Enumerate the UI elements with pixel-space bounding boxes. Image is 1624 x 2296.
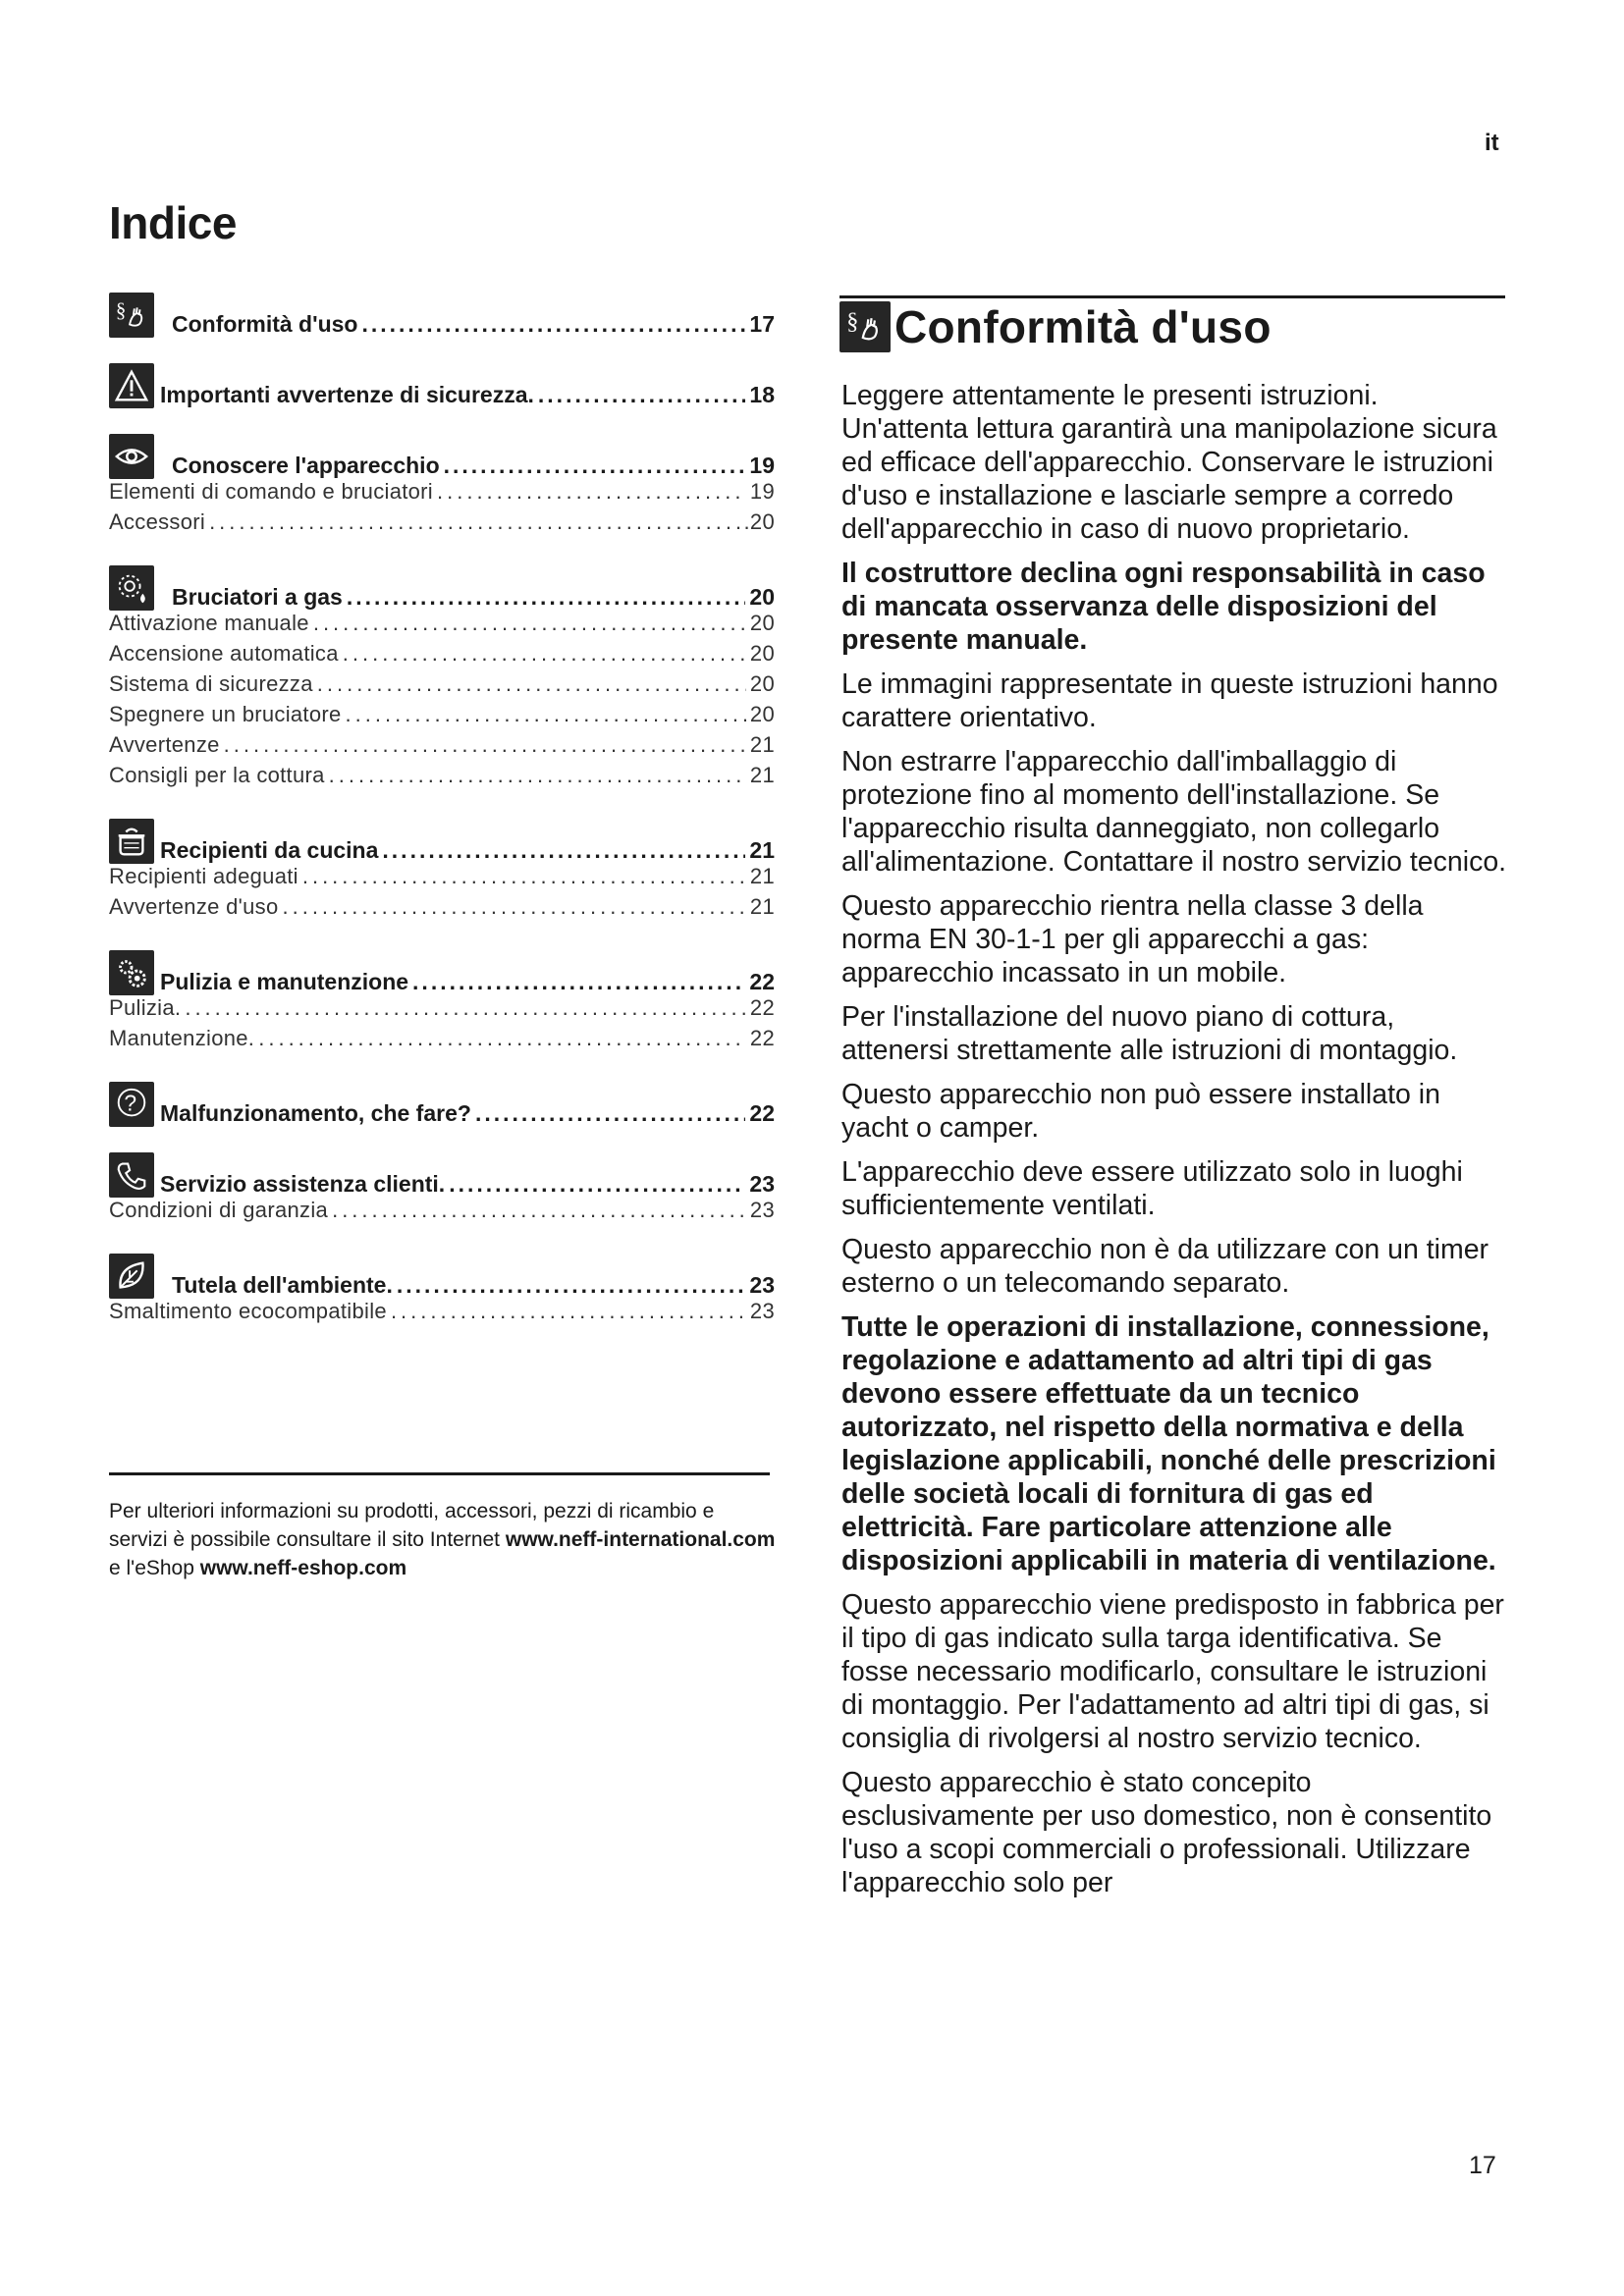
- body-paragraph: Le immagini rappresentate in queste istruzioni hanno carattere orientativo.: [841, 668, 1498, 733]
- toc-page-number: 21: [749, 837, 775, 863]
- dot-leader: [185, 995, 746, 1021]
- toc-subentry[interactable]: [109, 1299, 775, 1329]
- section-title: Conformità d'uso: [894, 301, 1272, 352]
- toc-section: [109, 948, 775, 1056]
- toc-subentry[interactable]: [109, 509, 775, 540]
- toc-heading[interactable]: [109, 817, 775, 864]
- toc-page-number: 22: [749, 969, 775, 994]
- toc-subentry-label: Accessori: [109, 509, 206, 534]
- dot-leader: [329, 763, 746, 788]
- toc-subentry-label: Pulizia.: [109, 995, 182, 1020]
- dot-leader: [475, 1100, 745, 1127]
- toc-subentry[interactable]: [109, 479, 775, 509]
- toc-subentry-label: Spegnere un bruciatore: [109, 702, 342, 726]
- body-paragraph: Leggere attentamente le presenti istruzioni. Un'attenta lettura garantirà una manipolazione sicura ed efficace dell'apparecchio. Conservare le istruzioni d'uso e installazione e lasciarle sempre a corredo dell'apparecchio in caso di nuovo proprietario.: [841, 380, 1497, 545]
- dot-leader: [437, 479, 746, 505]
- toc-heading[interactable]: [109, 1252, 775, 1299]
- toc-page-number: 21: [749, 894, 775, 919]
- toc-subentry-label: Recipienti adeguati: [109, 864, 298, 888]
- toc-subentry-label: Avvertenze: [109, 732, 220, 757]
- toc-heading[interactable]: [109, 291, 775, 338]
- body-paragraph: Per l'installazione del nuovo piano di cottura, attenersi strettamente alle istruzioni di montaggio.: [841, 1001, 1458, 1066]
- toc-heading-title: Recipienti da cucina: [160, 837, 379, 863]
- footnote-text: Per ulteriori informazioni su prodotti, accessori, pezzi di ricambio e servizi è possibile consultare il sito Internet: [109, 1500, 715, 1551]
- toc-page-number: 20: [749, 671, 775, 696]
- section-heading: [839, 300, 1272, 353]
- dot-leader: [361, 311, 745, 338]
- law-hand-icon: [109, 293, 154, 338]
- dot-leader: [444, 453, 746, 479]
- dot-leader: [332, 1198, 746, 1223]
- toc-subentry-label: Elementi di comando e bruciatori: [109, 479, 433, 504]
- toc-subentry-label: Condizioni di garanzia: [109, 1198, 329, 1222]
- toc-page-number: 20: [749, 611, 775, 635]
- toc-page-number: 23: [749, 1299, 775, 1323]
- dot-leader: [343, 641, 746, 667]
- toc-section: [109, 1080, 775, 1127]
- dot-leader: [347, 584, 746, 611]
- toc-subentry-label: Attivazione manuale: [109, 611, 309, 635]
- body-paragraph: Questo apparecchio non è da utilizzare con un timer esterno o un telecomando separato.: [841, 1234, 1489, 1299]
- law-hand-icon: [839, 301, 891, 352]
- svg-text:§: §: [846, 308, 859, 336]
- toc-heading-title: Malfunzionamento, che fare?: [160, 1100, 471, 1126]
- page-number: 17: [1469, 2152, 1496, 2179]
- dot-leader: [209, 509, 739, 535]
- svg-text:§: §: [115, 297, 127, 322]
- dot-leader: [224, 732, 746, 758]
- toc-page-number: 19: [749, 453, 775, 478]
- dot-leader: [397, 1272, 746, 1299]
- toc-page-number: 20: [749, 641, 775, 666]
- toc-heading[interactable]: [109, 948, 775, 995]
- toc-heading-title: Bruciatori a gas: [172, 584, 343, 610]
- body-paragraph: Questo apparecchio non può essere installato in yacht o camper.: [841, 1079, 1440, 1144]
- body-paragraph: L'apparecchio deve essere utilizzato solo in luoghi sufficientemente ventilati.: [841, 1156, 1463, 1221]
- toc-page-number: 22: [749, 995, 775, 1020]
- toc-section: [109, 432, 775, 540]
- section-body: [841, 379, 1509, 1910]
- gas-burner-icon: [109, 565, 154, 611]
- toc-subentry[interactable]: [109, 763, 775, 793]
- toc-subentry-label: Avvertenze d'uso: [109, 894, 279, 919]
- toc-heading-title: Tutela dell'ambiente.: [172, 1272, 393, 1298]
- toc-page-number: 21: [749, 864, 775, 888]
- toc-section: [109, 361, 775, 408]
- toc-page-number: 22: [749, 1026, 775, 1050]
- toc-subentry-label: Sistema di sicurezza: [109, 671, 313, 696]
- toc-page-number: .20: [743, 509, 775, 534]
- toc-subentry-label: Accensione automatica: [109, 641, 339, 666]
- divider: [109, 1472, 770, 1475]
- toc-subentry[interactable]: [109, 671, 775, 702]
- toc-page-number: 21: [749, 732, 775, 757]
- dot-leader: [282, 894, 745, 920]
- toc-heading[interactable]: [109, 1080, 775, 1127]
- toc-subentry-label: Manutenzione.: [109, 1026, 255, 1050]
- toc-page-number: 19: [749, 479, 775, 504]
- dot-leader: [449, 1171, 745, 1198]
- toc-page-number: 23: [749, 1198, 775, 1222]
- phone-icon: [109, 1152, 154, 1198]
- toc-section: [109, 1150, 775, 1228]
- warning-icon: [109, 363, 154, 408]
- dot-leader: [317, 671, 746, 697]
- toc-subentry[interactable]: [109, 864, 775, 894]
- toc-heading-title: Conoscere l'apparecchio: [172, 453, 440, 478]
- toc-heading-title: Pulizia e manutenzione: [160, 969, 409, 994]
- toc-subentry[interactable]: [109, 1026, 775, 1056]
- toc-subentry[interactable]: [109, 894, 775, 925]
- page-title: Indice: [109, 197, 237, 248]
- toc-heading[interactable]: [109, 432, 775, 479]
- dot-leader: [538, 382, 746, 408]
- toc-heading[interactable]: [109, 563, 775, 611]
- toc-page-number: 20: [749, 702, 775, 726]
- toc-page-number: 23: [749, 1171, 775, 1197]
- toc-section: [109, 1252, 775, 1329]
- dot-leader: [258, 1026, 746, 1051]
- toc-page-number: 22: [749, 1100, 775, 1126]
- dot-leader: [313, 611, 746, 636]
- gears-icon: [109, 950, 154, 995]
- body-paragraph: Questo apparecchio viene predisposto in fabbrica per il tipo di gas indicato sulla targa identificativa. Se fosse necessario modificarlo, consultare le istruzioni di montaggio. Per l'adattamento ad altri tipi di gas, si consiglia di rivolgersi al nostro servizio tecnico.: [841, 1589, 1504, 1754]
- toc-subentry[interactable]: [109, 732, 775, 763]
- toc-heading-title: Conformità d'uso: [172, 311, 358, 337]
- website-link[interactable]: www.neff-international.com: [505, 1528, 776, 1551]
- dot-leader: [382, 837, 745, 864]
- dot-leader: [391, 1299, 746, 1324]
- body-paragraph: Questo apparecchio è stato concepito esclusivamente per uso domestico, non è consentito l'uso a scopi commerciali o professionali. Utilizzare l'apparecchio solo per: [841, 1767, 1492, 1898]
- toc-heading-title: Servizio assistenza clienti.: [160, 1171, 446, 1197]
- pot-icon: [109, 819, 154, 864]
- toc-subentry[interactable]: [109, 611, 775, 641]
- toc-subentry[interactable]: [109, 702, 775, 732]
- toc-subentry[interactable]: [109, 641, 775, 671]
- dot-leader: [346, 702, 746, 727]
- question-icon: [109, 1082, 154, 1127]
- eye-icon: [109, 434, 154, 479]
- footnote-text: e l'eShop: [109, 1557, 200, 1579]
- body-paragraph: Non estrarre l'apparecchio dall'imballaggio di protezione fino al momento dell'installazione. Se l'apparecchio risulta danneggiato, non collegarlo all'alimentazione. Contattare il nostro servizio tecnico.: [841, 746, 1507, 878]
- toc-page-number: 23: [749, 1272, 775, 1298]
- dot-leader: [302, 864, 746, 889]
- section-rule: [839, 295, 1505, 298]
- body-paragraph: Tutte le operazioni di installazione, connessione, regolazione e adattamento ad altri tipi di gas devono essere effettuate da un tecnico autorizzato, nel rispetto della normativa e della legislazione applicabili, nonché delle prescrizioni delle società locali di fornitura di gas ed elettricità. Fare particolare attenzione alle disposizioni applicabili in materia di ventilazione.: [841, 1311, 1496, 1576]
- toc-section: [109, 563, 775, 793]
- toc-subentry-label: Smaltimento ecocompatibile: [109, 1299, 387, 1323]
- body-paragraph: Questo apparecchio rientra nella classe 3 della norma EN 30-1-1 per gli apparecchi a gas: apparecchio incassato in un mobile.: [841, 890, 1424, 988]
- language-code: it: [1485, 130, 1499, 156]
- dot-leader: [412, 969, 745, 995]
- leaf-icon: [109, 1254, 154, 1299]
- toc-section: [109, 817, 775, 925]
- toc-subentry[interactable]: [109, 995, 775, 1026]
- footnote: [109, 1497, 777, 1582]
- toc-subentry[interactable]: [109, 1198, 775, 1228]
- eshop-link[interactable]: www.neff-eshop.com: [199, 1557, 407, 1579]
- body-paragraph: Il costruttore declina ogni responsabilità in caso di mancata osservanza delle disposizioni del presente manuale.: [841, 558, 1486, 656]
- toc-subentry-label: Consigli per la cottura: [109, 763, 325, 787]
- toc-heading[interactable]: [109, 1150, 775, 1198]
- toc-heading[interactable]: [109, 361, 775, 408]
- svg-text:?: ?: [124, 1090, 137, 1116]
- toc-page-number: 17: [749, 311, 775, 337]
- toc-heading-title: Importanti avvertenze di sicurezza.: [160, 382, 534, 407]
- toc-section: [109, 291, 775, 338]
- toc-page-number: 18: [749, 382, 775, 407]
- table-of-contents: [109, 291, 775, 1353]
- toc-page-number: 20: [749, 584, 775, 610]
- toc-page-number: 21: [749, 763, 775, 787]
